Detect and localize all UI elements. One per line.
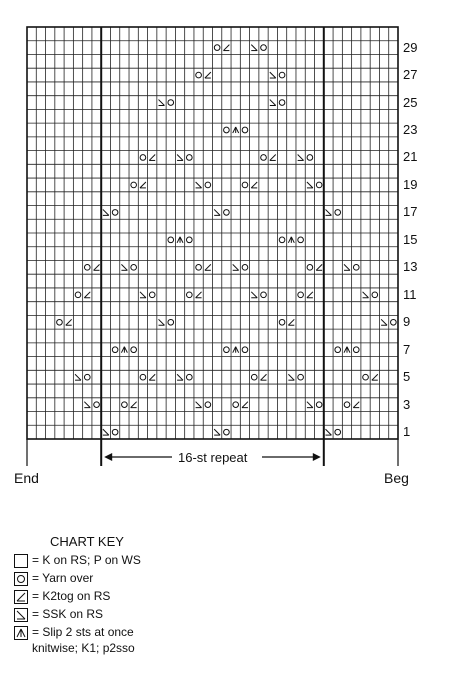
repeat-label: 16-st repeat xyxy=(174,450,251,465)
yarn-over-icon xyxy=(14,572,28,586)
row-number: 11 xyxy=(403,286,417,302)
key-text-continuation: knitwise; K1; p2sso xyxy=(32,641,135,655)
row-number: 19 xyxy=(403,176,418,192)
repeat-arrow-left-head xyxy=(104,453,112,461)
key-text-slip2: = Slip 2 sts at once xyxy=(32,625,134,639)
chart-key-title: CHART KEY xyxy=(50,534,124,549)
repeat-arrow-right-head xyxy=(313,453,321,461)
k2tog-icon xyxy=(14,590,28,604)
key-text-yarn-over: = Yarn over xyxy=(32,571,94,585)
key-text-knit: = K on RS; P on WS xyxy=(32,553,141,567)
key-text-ssk: = SSK on RS xyxy=(32,607,104,621)
row-number: 27 xyxy=(403,67,418,83)
blank-square-icon xyxy=(14,554,28,568)
row-number: 1 xyxy=(403,424,411,440)
beg-label: Beg xyxy=(384,470,409,486)
key-continuation xyxy=(32,642,135,655)
row-number: 17 xyxy=(403,204,418,220)
row-number: 3 xyxy=(403,396,411,412)
ssk-icon xyxy=(14,608,28,622)
row-number: 15 xyxy=(403,231,418,247)
slip2-icon xyxy=(14,626,28,640)
row-number: 9 xyxy=(403,314,411,330)
key-text-k2tog: = K2tog on RS xyxy=(32,589,111,603)
row-number: 29 xyxy=(403,39,418,55)
row-number: 13 xyxy=(403,259,418,275)
row-number: 23 xyxy=(403,122,418,137)
row-number: 25 xyxy=(403,94,418,110)
row-number: 7 xyxy=(403,341,411,357)
end-label: End xyxy=(14,470,39,486)
row-number: 5 xyxy=(403,369,411,385)
row-number: 21 xyxy=(403,149,418,165)
